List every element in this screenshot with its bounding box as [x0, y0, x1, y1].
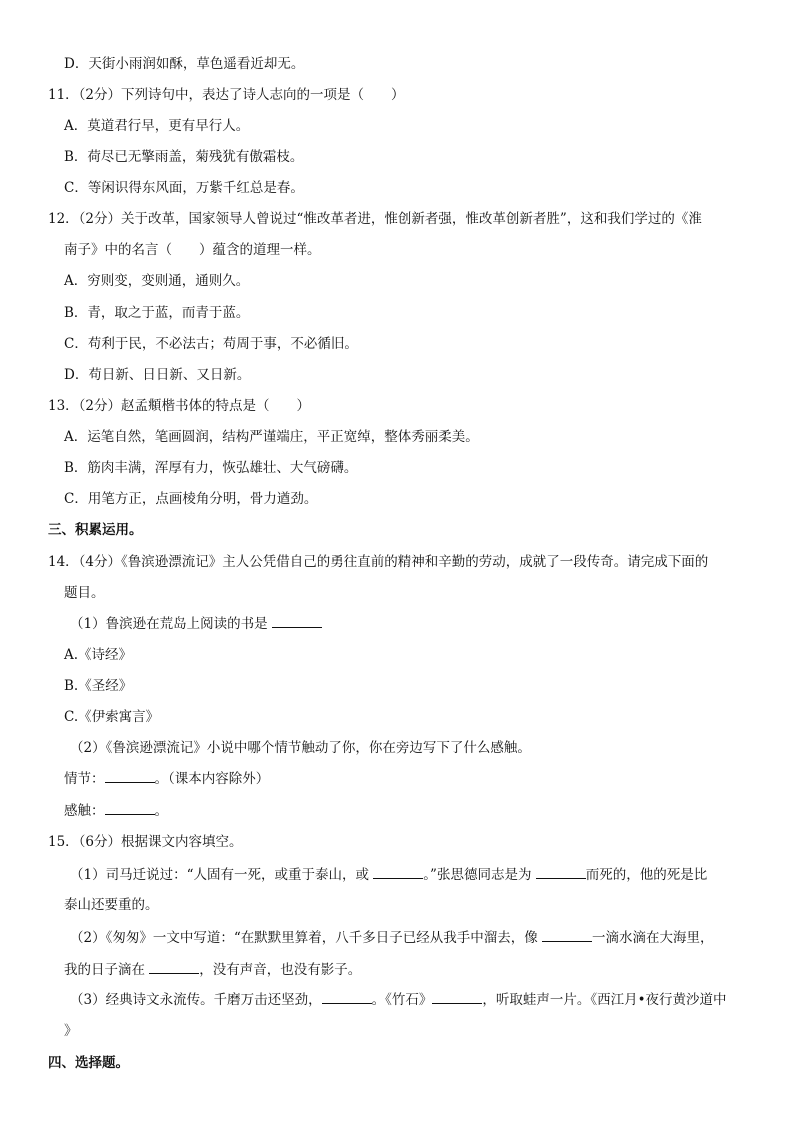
q14-part-2: （2）《鲁滨逊漂流记》小说中哪个情节触动了你，你在旁边写下了什么感触。 — [70, 740, 531, 756]
q15-2-text-b: 一滴水滴在大海里， — [592, 930, 714, 946]
q15-part-2-continued — [64, 961, 361, 979]
q12-option-a: A．穷则变，变则通，通则久。 — [64, 273, 250, 289]
q14-1-option-b: B.《圣经》 — [64, 678, 133, 694]
question-12-continued: 南子》中的名言（ ）蕴含的道理一样。 — [64, 242, 321, 258]
q13-option-b: B．筋肉丰满，浑厚有力，恢弘雄壮、大气磅礴。 — [64, 460, 358, 476]
q15-part-3-continued: 》 — [64, 1023, 78, 1039]
q11-option-b: B．荷尽已无擎雨盖，菊残犹有傲霜枝。 — [64, 149, 304, 165]
q12-option-d: D．苟日新、日日新、又日新。 — [64, 367, 251, 383]
q13-option-a: A．运笔自然，笔画圆润，结构严谨端庄，平正宽绰，整体秀丽柔美。 — [64, 429, 479, 445]
q12-option-c: C．苟利于民，不必法古；苟周于事，不必循旧。 — [64, 336, 358, 352]
answer-blank[interactable] — [105, 770, 155, 783]
q14-feeling-line — [64, 802, 168, 820]
q14-part-1-text: （1）鲁滨逊在荒岛上阅读的书是 — [70, 616, 272, 632]
q12-option-b: B．青，取之于蓝，而青于蓝。 — [64, 305, 250, 321]
answer-blank[interactable] — [272, 615, 322, 628]
q15-2-cont-b: ，没有声音，也没有影子。 — [199, 962, 362, 978]
answer-blank[interactable] — [542, 929, 592, 942]
q14-1-option-c: C.《伊索寓言》 — [64, 709, 160, 725]
q15-part-2 — [70, 929, 714, 947]
q15-3-text-a: （3）经典诗文永流传。千磨万击还坚劲， — [70, 992, 322, 1008]
q14-1-option-a: A.《诗经》 — [64, 647, 133, 663]
answer-blank[interactable] — [149, 961, 199, 974]
section-3-heading: 三、积累运用。 — [48, 522, 143, 538]
q15-2-text-a: （2）《匆匆》一文中写道：“在默默里算着，八千多日子已经从我手中溜去，像 — [70, 930, 543, 946]
q11-option-a: A．莫道君行早，更有早行人。 — [64, 118, 250, 134]
answer-blank[interactable] — [373, 866, 423, 879]
plot-note: 。（课本内容除外） — [154, 771, 270, 787]
q15-1-text-c: 而死的，他的死是比 — [585, 867, 708, 883]
feeling-label: 感触： — [64, 803, 105, 819]
section-4-heading: 四、选择题。 — [48, 1055, 129, 1071]
q15-1-text-b: 。”张思德同志是为 — [423, 867, 536, 883]
answer-blank[interactable] — [432, 991, 482, 1004]
q15-part-3 — [70, 991, 727, 1009]
q15-part-1-continued: 泰山还要重的。 — [64, 897, 159, 913]
question-13: 13．（2分）赵孟頫楷书体的特点是（ ） — [48, 398, 311, 414]
q15-3-text-b: 。《竹石》 — [371, 992, 433, 1008]
q13-option-c: C．用笔方正，点画棱角分明，骨力遒劲。 — [64, 491, 318, 507]
q14-plot-line — [64, 770, 269, 788]
question-11: 11．（2分）下列诗句中，表达了诗人志向的一项是（ ） — [48, 87, 405, 103]
feeling-end: 。 — [154, 803, 168, 819]
q15-1-text-a: （1）司马迁说过：“人固有一死，或重于泰山，或 — [70, 867, 374, 883]
answer-blank[interactable] — [105, 802, 155, 815]
answer-blank[interactable] — [322, 991, 372, 1004]
answer-blank[interactable] — [536, 866, 586, 879]
question-14-continued: 题目。 — [64, 585, 105, 601]
question-15: 15．（6分）根据课文内容填空。 — [48, 834, 243, 850]
plot-label: 情节： — [64, 771, 105, 787]
q11-option-c: C．等闲识得东风面，万紫千红总是春。 — [64, 180, 304, 196]
q15-3-text-c: ，听取蛙声一片。《西江月•夜行黄沙道中 — [482, 992, 727, 1008]
question-14: 14．（4分）《鲁滨逊漂流记》主人公凭借自己的勇往直前的精神和辛勤的劳动，成就了一段传奇。请完成下面的 — [48, 554, 709, 570]
q15-part-1 — [70, 866, 707, 884]
q15-2-cont-a: 我的日子滴在 — [64, 962, 150, 978]
question-12: 12．（2分）关于改革，国家领导人曾说过“惟改革者进，惟创新者强，惟改革创新者胜”，这和我们学过的《淮 — [48, 211, 702, 227]
q10-option-d: D．天街小雨润如酥，草色遥看近却无。 — [64, 56, 305, 72]
q14-part-1 — [70, 615, 322, 633]
